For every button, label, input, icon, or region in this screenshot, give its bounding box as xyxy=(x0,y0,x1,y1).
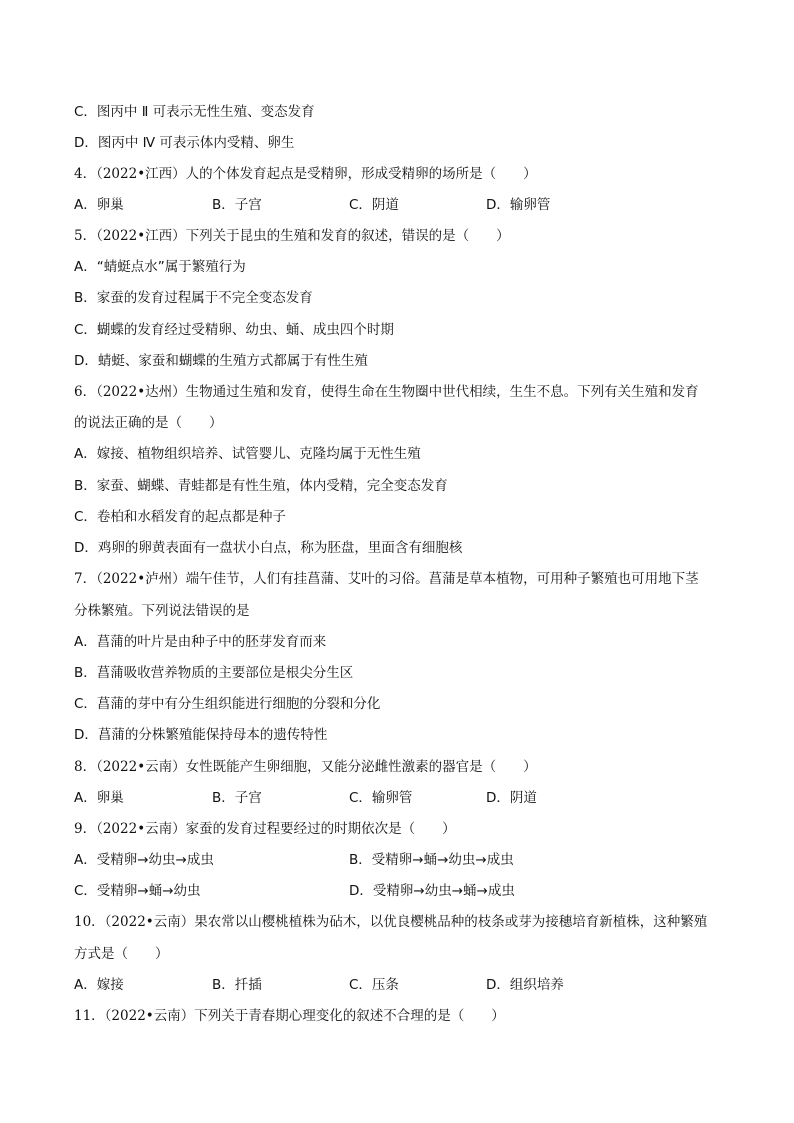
q3-option-c: C．图丙中 Ⅱ 可表示无性生殖、变态发育 xyxy=(74,104,315,120)
q10-option-b: B．扦插 xyxy=(212,977,262,993)
q9-option-a: A．受精卵→幼虫→成虫 xyxy=(74,852,214,868)
question-10: 10．（2022•云南）果农常以山樱桃植株为砧木，以优良樱桃品种的枝条或芽为接穗培育新植株，这种繁殖 xyxy=(74,914,708,930)
question-7-cont: 分株繁殖。下列说法错误的是 xyxy=(74,603,250,619)
q8-option-d: D．阴道 xyxy=(486,790,537,806)
q7-option-b: B．菖蒲吸收营养物质的主要部位是根尖分生区 xyxy=(74,665,354,681)
q6-option-b: B．家蚕、蝴蝶、青蛙都是有性生殖，体内受精，完全变态发育 xyxy=(74,478,448,494)
q5-option-a: A．“蜻蜓点水”属于繁殖行为 xyxy=(74,259,246,275)
q5-option-d: D．蜻蜓、家蚕和蝴蝶的生殖方式都属于有性生殖 xyxy=(74,353,368,369)
q3-option-d: D．图丙中 Ⅳ 可表示体内受精、卵生 xyxy=(74,135,295,151)
q4-option-c: C．阴道 xyxy=(349,197,399,213)
q8-option-a: A．卵巢 xyxy=(74,790,124,806)
q5-option-c: C．蝴蝶的发育经过受精卵、幼虫、蛹、成虫四个时期 xyxy=(74,322,394,338)
q7-option-a: A．菖蒲的叶片是由种子中的胚芽发育而来 xyxy=(74,634,327,650)
question-7: 7．（2022•泸州）端午佳节，人们有挂菖蒲、艾叶的习俗。菖蒲是草本植物，可用种子繁殖也可用地下茎 xyxy=(74,571,699,587)
question-11: 11．（2022•云南）下列关于青春期心理变化的叙述不合理的是（ ） xyxy=(74,1008,505,1024)
q10-option-c: C．压条 xyxy=(349,977,399,993)
question-6-cont: 的说法正确的是（ ） xyxy=(74,415,223,431)
q8-option-c: C．输卵管 xyxy=(349,790,413,806)
q9-option-d: D．受精卵→幼虫→蛹→成虫 xyxy=(349,883,515,899)
q7-option-d: D．菖蒲的分株繁殖能保持母本的遗传特性 xyxy=(74,727,328,743)
q4-option-a: A．卵巢 xyxy=(74,197,124,213)
q10-option-d: D．组织培养 xyxy=(486,977,564,993)
q6-option-a: A．嫁接、植物组织培养、试管婴儿、克隆均属于无性生殖 xyxy=(74,446,421,462)
question-10-cont: 方式是（ ） xyxy=(74,946,169,962)
question-8: 8．（2022•云南）女性既能产生卵细胞，又能分泌雌性激素的器官是（ ） xyxy=(74,759,537,775)
question-4: 4．（2022•江西）人的个体发育起点是受精卵，形成受精卵的场所是（ ） xyxy=(74,166,537,182)
q10-option-a: A．嫁接 xyxy=(74,977,124,993)
q9-option-c: C．受精卵→蛹→幼虫 xyxy=(74,883,201,899)
q5-option-b: B．家蚕的发育过程属于不完全变态发育 xyxy=(74,290,313,306)
question-6: 6．（2022•达州）生物通过生殖和发育，使得生命在生物圈中世代相续，生生不息。下列有关生殖和发育 xyxy=(74,384,699,400)
q8-option-b: B．子宫 xyxy=(212,790,262,806)
q6-option-c: C．卷柏和水稻发育的起点都是种子 xyxy=(74,509,286,525)
q6-option-d: D．鸡卵的卵黄表面有一盘状小白点，称为胚盘，里面含有细胞核 xyxy=(74,540,463,556)
q9-option-b: B．受精卵→蛹→幼虫→成虫 xyxy=(349,852,514,868)
question-9: 9．（2022•云南）家蚕的发育过程要经过的时期依次是（ ） xyxy=(74,821,456,837)
q7-option-c: C．菖蒲的芽中有分生组织能进行细胞的分裂和分化 xyxy=(74,696,381,712)
q4-option-b: B．子宫 xyxy=(212,197,262,213)
question-5: 5．（2022•江西）下列关于昆虫的生殖和发育的叙述，错误的是（ ） xyxy=(74,228,510,244)
q4-option-d: D．输卵管 xyxy=(486,197,551,213)
